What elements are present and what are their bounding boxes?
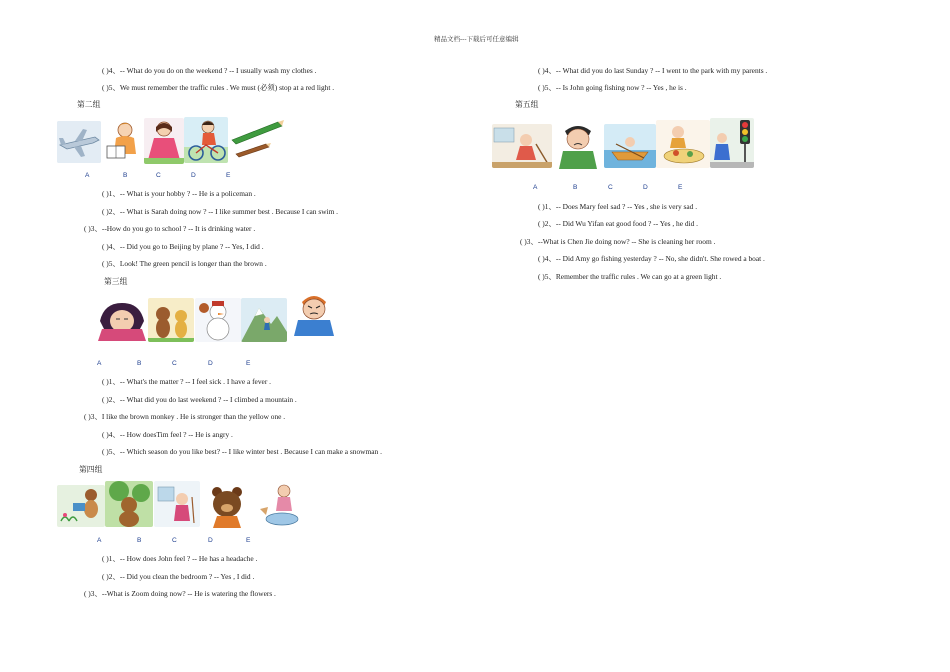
picture-label: C bbox=[608, 184, 613, 191]
group-title: 第三组 bbox=[104, 277, 128, 286]
question-line: ( )5、We must remember the traffic rules . We must (必须) stop at a red light . bbox=[102, 83, 335, 92]
washing-clothes-picture bbox=[254, 481, 306, 527]
picture-label: E bbox=[226, 172, 231, 179]
girl-on-bike-picture bbox=[184, 117, 228, 163]
bear-in-garden-picture bbox=[105, 481, 153, 527]
group-title: 第四组 bbox=[79, 465, 103, 474]
picture-label: B bbox=[137, 360, 142, 367]
picture-label: E bbox=[678, 184, 683, 191]
question-line: ( )3、--How do you go to school ? -- It is drinking water . bbox=[84, 224, 256, 233]
question-line: ( )4、-- What did you do last Sunday ? -- I went to the park with my parents . bbox=[538, 66, 768, 75]
question-line: ( )4、-- Did you go to Beijing by plane ? -- Yes, I did . bbox=[102, 242, 264, 251]
picture-label: E bbox=[246, 537, 251, 544]
picture-label: D bbox=[191, 172, 196, 179]
question-line: ( )3、--What is Zoom doing now? -- He is watering the flowers . bbox=[84, 589, 276, 598]
food-picture bbox=[656, 120, 710, 168]
question-line: ( )4、-- What do you do on the weekend ? -- I usually wash my clothes . bbox=[102, 66, 317, 75]
question-line: ( )4、-- Did Amy go fishing yesterday ? -- No, she didn't. She rowed a boat . bbox=[538, 254, 765, 263]
pencils-picture bbox=[228, 114, 286, 164]
picture-label: D bbox=[643, 184, 648, 191]
sick-girl-picture bbox=[96, 299, 148, 341]
sad-boy-picture bbox=[553, 121, 603, 169]
airplane-picture bbox=[57, 121, 101, 163]
group-title: 第二组 bbox=[77, 100, 101, 109]
group-title: 第五组 bbox=[515, 100, 539, 109]
picture-label: A bbox=[533, 184, 538, 191]
picture-label: A bbox=[97, 360, 102, 367]
picture-label: C bbox=[172, 360, 177, 367]
picture-label: B bbox=[573, 184, 578, 191]
question-line: ( )1、-- Does Mary feel sad ? -- Yes , she is very sad . bbox=[538, 202, 698, 211]
question-line: ( )4、-- How doesTim feel ? -- He is angry . bbox=[102, 430, 233, 439]
question-line: ( )2、-- What did you do last weekend ? -- I climbed a mountain . bbox=[102, 395, 297, 404]
picture-label: D bbox=[208, 537, 213, 544]
question-line: ( )2、-- Did you clean the bedroom ? -- Yes , I did . bbox=[102, 572, 255, 581]
monkeys-picture bbox=[148, 298, 194, 342]
picture-label: B bbox=[123, 172, 128, 179]
question-line: ( )3、--What is Chen Jie doing now? -- She is cleaning her room . bbox=[520, 237, 716, 246]
snowman-picture bbox=[195, 298, 241, 342]
picture-label: A bbox=[97, 537, 102, 544]
picture-label: C bbox=[156, 172, 161, 179]
angry-boy-picture bbox=[288, 290, 340, 336]
question-line: ( )1、-- How does John feel ? -- He has a headache . bbox=[102, 554, 258, 563]
picture-label: C bbox=[172, 537, 177, 544]
picture-label: A bbox=[85, 172, 90, 179]
cleaning-girl-picture bbox=[492, 124, 552, 168]
picture-label: B bbox=[137, 537, 142, 544]
mountain-climb-picture bbox=[241, 298, 287, 342]
reading-girl-picture bbox=[101, 118, 145, 164]
question-line: ( )5、-- Is John going fishing now ? -- Yes , he is . bbox=[538, 83, 687, 92]
picture-label: E bbox=[246, 360, 251, 367]
headache-bear-picture bbox=[203, 484, 251, 528]
question-line: ( )1、-- What's the matter ? -- I feel sick . I have a fever . bbox=[102, 377, 271, 386]
question-line: ( )3、I like the brown monkey . He is stronger than the yellow one . bbox=[84, 412, 286, 421]
cleaning-room-picture bbox=[154, 481, 200, 527]
question-line: ( )2、-- What is Sarah doing now ? -- I like summer best . Because I can swim . bbox=[102, 207, 339, 216]
question-line: ( )5、Look! The green pencil is longer than the brown . bbox=[102, 259, 267, 268]
traffic-light-picture bbox=[710, 118, 754, 168]
girl-in-pink-picture bbox=[144, 118, 184, 164]
question-line: ( )2、-- Did Wu Yifan eat good food ? -- Yes , he did . bbox=[538, 219, 699, 228]
rowing-boat-picture bbox=[604, 124, 656, 168]
question-line: ( )5、-- Which season do you like best? -- I like winter best . Because I can make a snowman . bbox=[102, 447, 382, 456]
page-header: 精品文档---下载后可任意编辑 bbox=[434, 36, 519, 43]
question-line: ( )5、Remember the traffic rules . We can go at a green light . bbox=[538, 272, 722, 281]
picture-label: D bbox=[208, 360, 213, 367]
watering-flowers-picture bbox=[57, 485, 105, 527]
question-line: ( )1、-- What is your hobby ? -- He is a policeman . bbox=[102, 189, 256, 198]
